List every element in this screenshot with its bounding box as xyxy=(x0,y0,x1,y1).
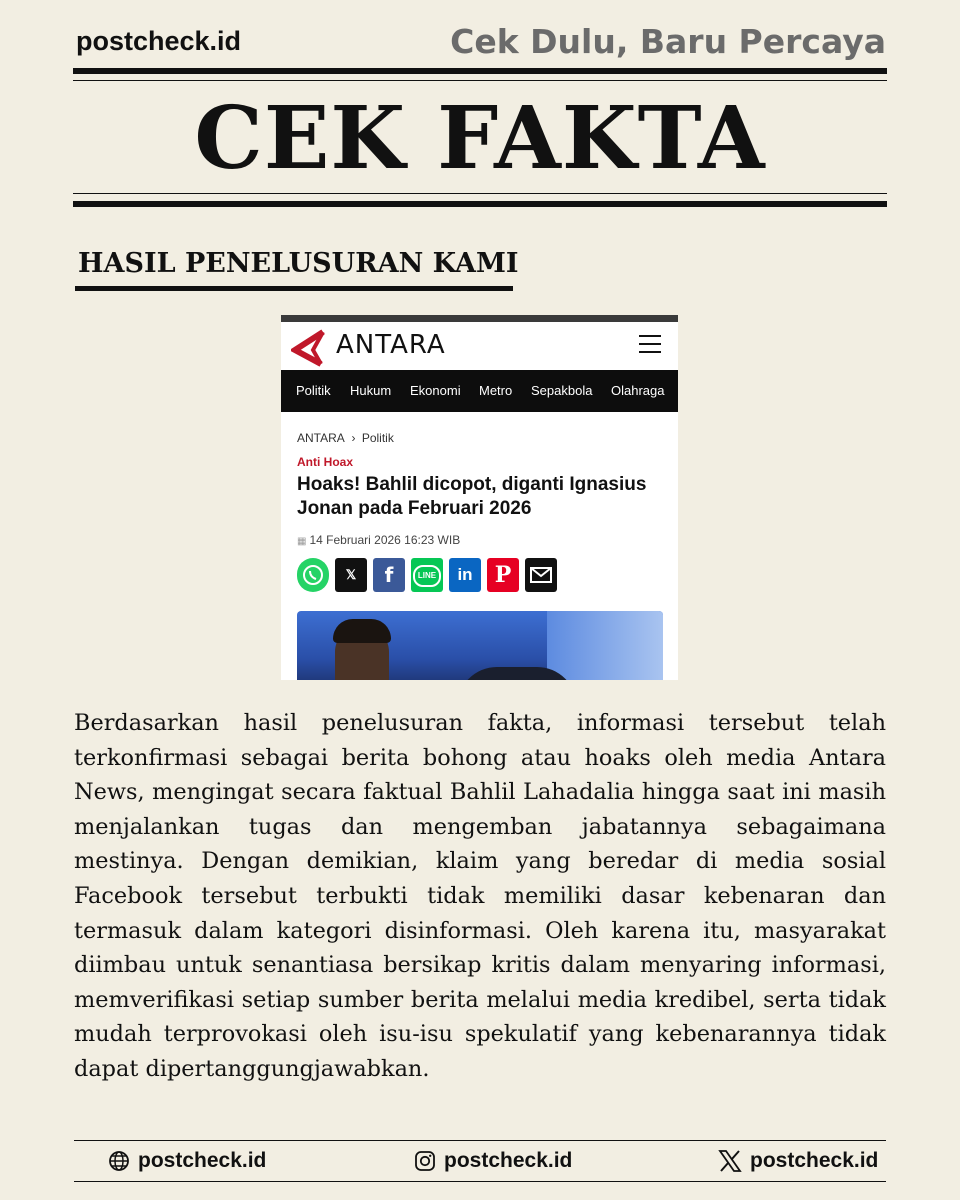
facebook-icon[interactable]: f xyxy=(373,558,405,592)
photo-light-panel xyxy=(547,611,663,680)
section-underline xyxy=(75,286,513,291)
globe-icon xyxy=(108,1150,130,1172)
breadcrumb xyxy=(297,431,394,445)
body-paragraph: Berdasarkan hasil penelusuran fakta, informasi tersebut telah terkonfirmasi sebagai berita bohong atau hoaks oleh media Antara News, mengingat secara faktual Bahlil Lahadalia hingga saat ini masih menjalankan tugas dan mengemban jabatannya sebagaimana mestinya. Dengan demikian, klaim yang beredar di media sosial Facebook tersebut terbukti tidak memiliki dasar kebenaran dan termasuk dalam kategori disinformasi. Oleh karena itu, masyarakat diimbau untuk senantiasa bersikap kritis dalam menyaring informasi, memverifikasi setiap sumber berita melalui media kredibel, serta tidak mudah terprovokasi oleh isu-isu spekulatif yang kebenarannya tidak dapat dipertanggungjawabkan. xyxy=(74,710,886,1082)
whatsapp-icon[interactable] xyxy=(297,558,329,592)
screenshot-top-bar xyxy=(281,315,678,322)
footer-rule-bottom xyxy=(74,1181,886,1182)
nav-item-politik[interactable]: Politik xyxy=(296,383,331,398)
article-headline: Hoaks! Bahlil dicopot, diganti Ignasius Jonan pada Februari 2026 xyxy=(297,474,647,519)
x-logo-icon xyxy=(718,1150,742,1172)
breadcrumb-section[interactable]: Politik xyxy=(361,431,394,445)
breadcrumb-separator: › xyxy=(351,431,356,445)
article-date xyxy=(297,533,460,547)
calendar-icon: ▦ xyxy=(297,536,307,547)
footer-x[interactable] xyxy=(718,1149,878,1173)
email-icon[interactable] xyxy=(525,558,557,592)
article-date-text: 14 Februari 2026 16:23 WIB xyxy=(309,533,461,547)
title-rule-thin xyxy=(73,193,887,194)
footer-x-text: postcheck.id xyxy=(750,1149,879,1172)
x-icon[interactable]: 𝕏 xyxy=(335,558,367,592)
header-rule-thick xyxy=(73,68,887,74)
page-title: CEK FAKTA xyxy=(194,88,766,189)
section-heading: HASIL PENELUSURAN KAMI xyxy=(78,248,519,279)
footer-instagram[interactable] xyxy=(414,1149,572,1173)
nav-item-metro[interactable]: Metro xyxy=(479,383,513,398)
line-icon[interactable]: LINE xyxy=(411,558,443,592)
pinterest-icon[interactable]: P xyxy=(487,558,519,592)
footer-rule-top xyxy=(74,1140,886,1141)
nav-item-olahraga[interactable]: Olahraga xyxy=(611,383,665,398)
nav-item-hukum[interactable]: Hukum xyxy=(350,383,392,398)
footer-website[interactable] xyxy=(108,1149,266,1173)
nav-item-sepakbola[interactable]: Sepakbola xyxy=(531,383,593,398)
nav-item-ekonomi[interactable]: Ekonomi xyxy=(410,383,461,398)
linkedin-icon[interactable]: in xyxy=(449,558,481,592)
news-screenshot xyxy=(281,315,678,680)
instagram-icon xyxy=(414,1150,436,1172)
antara-logo-icon xyxy=(291,328,331,368)
article-photo xyxy=(297,611,663,680)
breadcrumb-root[interactable]: ANTARA xyxy=(297,431,345,445)
footer-website-text: postcheck.id xyxy=(138,1149,267,1172)
title-rule-thick xyxy=(73,201,887,207)
antara-logo-text: ANTARA xyxy=(336,330,446,360)
hamburger-menu-icon[interactable] xyxy=(639,335,661,353)
category-label[interactable]: Anti Hoax xyxy=(297,455,354,469)
tagline: Cek Dulu, Baru Percaya xyxy=(450,22,886,61)
brand-name: postcheck.id xyxy=(76,26,242,56)
news-nav-bar xyxy=(281,370,678,412)
header-rule-thin xyxy=(73,80,887,81)
footer-instagram-text: postcheck.id xyxy=(444,1149,573,1172)
photo-person-hair xyxy=(333,619,391,643)
